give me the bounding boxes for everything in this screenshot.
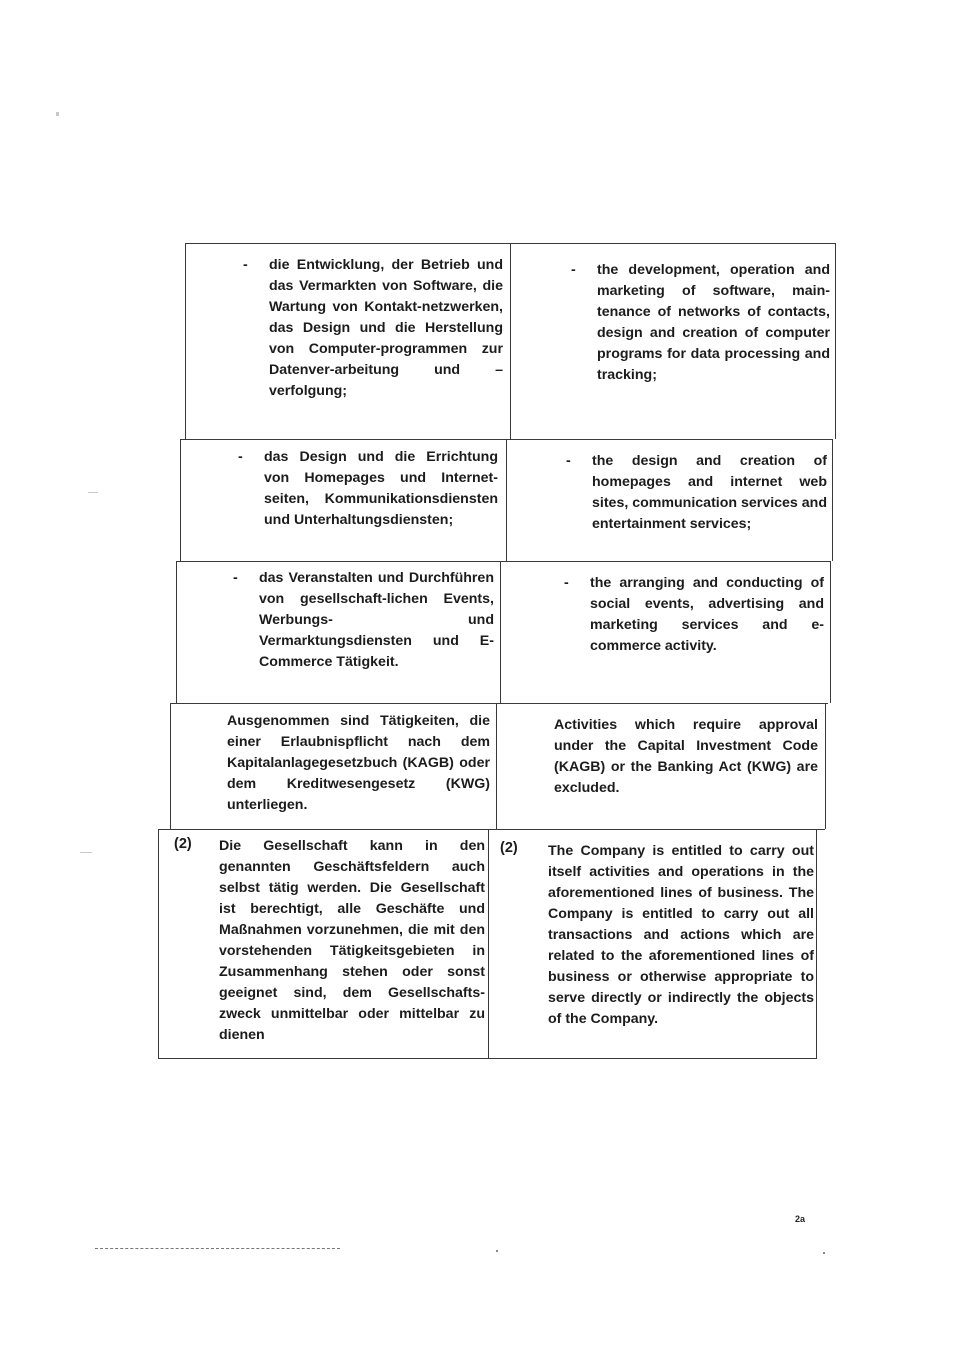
- clause-number: (2): [174, 836, 192, 852]
- german-text: das Design und die Errichtung von Homepages und Internet-seiten, Kommunikationsdiensten und Unterhaltungsdiensten;: [264, 449, 498, 528]
- table-left-border: [185, 243, 186, 439]
- clause-number: (2): [500, 840, 518, 856]
- column-divider: [500, 561, 501, 703]
- bullet-dash: -: [238, 449, 243, 465]
- row-divider: [158, 829, 825, 830]
- english-text: the design and creation of homepages and internet web sites, communication services and entertainment services;: [592, 453, 827, 532]
- scan-artifact-mark: [56, 112, 59, 116]
- row-divider: [176, 561, 830, 562]
- table-right-border: [825, 703, 826, 829]
- bullet-dash: -: [243, 257, 248, 273]
- english-text: Activities which require approval under the Capital Investment Code (KAGB) or the Banking Act (KWG) are excluded.: [554, 717, 818, 796]
- english-cell: [571, 260, 830, 386]
- english-cell: [548, 841, 814, 1030]
- english-text: the arranging and conducting of social events, advertising and marketing services and e-commerce activity.: [590, 575, 824, 654]
- german-text: Die Gesellschaft kann in den genannten Geschäftsfeldern auch selbst tätig werden. Die Gesellschaft ist berechtigt, alle Geschäfte und Maßnahmen vorzunehmen, die mit den vorstehenden Tätigkeitsgebieten in Zusammenhang stehen oder sonst geeignet sind, dem Gesellschafts-zweck unmittelbar oder mittelbar zu dienen: [219, 838, 485, 1043]
- page-number: 2a: [795, 1214, 806, 1224]
- scan-artifact-mark: [80, 852, 92, 853]
- german-cell: [233, 568, 494, 673]
- english-cell: [554, 715, 818, 799]
- column-divider: [496, 703, 497, 829]
- english-cell: [564, 573, 824, 657]
- bullet-dash: -: [233, 570, 238, 586]
- german-cell: [219, 836, 485, 1046]
- row-divider: [170, 703, 828, 704]
- table-left-border: [176, 561, 177, 703]
- bullet-dash: -: [566, 453, 571, 469]
- german-text: das Veranstalten und Durchführen von gesellschaft-lichen Events, Werbungs- und Vermarktungsdiensten und E-Commerce Tätigkeit.: [259, 570, 494, 670]
- table-left-border: [180, 439, 181, 561]
- german-text: Ausgenommen sind Tätigkeiten, die einer Erlaubnispflicht nach dem Kapitalanlagegesetzbuch (KAGB) oder dem Kreditwesengesetz (KWG) unterliegen.: [227, 713, 490, 813]
- bullet-dash: -: [564, 575, 569, 591]
- english-cell: [566, 451, 827, 535]
- german-cell: [238, 447, 498, 531]
- scan-artifact-mark: [823, 1252, 825, 1254]
- scan-artifact-mark: [88, 492, 98, 493]
- bullet-dash: -: [571, 262, 576, 278]
- english-text: the development, operation and marketing of software, main-tenance of networks of contacts, design and creation of computer programs for data processing and tracking;: [597, 262, 830, 383]
- german-cell: [227, 711, 490, 816]
- english-text: The Company is entitled to carry out itself activities and operations in the aforementioned lines of business. The Company is entitled to carry out all transactions and actions which are related to the aforementioned lines of business or otherwise appropriate to serve directly or indirectly the objects of the Company.: [548, 843, 814, 1027]
- table-left-border: [170, 703, 171, 829]
- column-divider: [488, 829, 489, 1059]
- table-right-border: [832, 439, 833, 561]
- table-right-border: [830, 561, 831, 703]
- table-right-border: [816, 829, 817, 1059]
- column-divider: [510, 243, 511, 439]
- german-cell: [243, 255, 503, 402]
- scan-artifact-line: [95, 1248, 340, 1251]
- scan-artifact-mark: [496, 1250, 498, 1252]
- column-divider: [506, 439, 507, 561]
- german-text: die Entwicklung, der Betrieb und das Vermarkten von Software, die Wartung von Kontakt-netzwerken, das Design und die Herstellung von Computer-programmen zur Datenver-arbeitung und –verfolgung;: [269, 257, 503, 399]
- table-left-border: [158, 829, 159, 1059]
- row-divider: [158, 1058, 816, 1059]
- table-right-border: [835, 243, 836, 439]
